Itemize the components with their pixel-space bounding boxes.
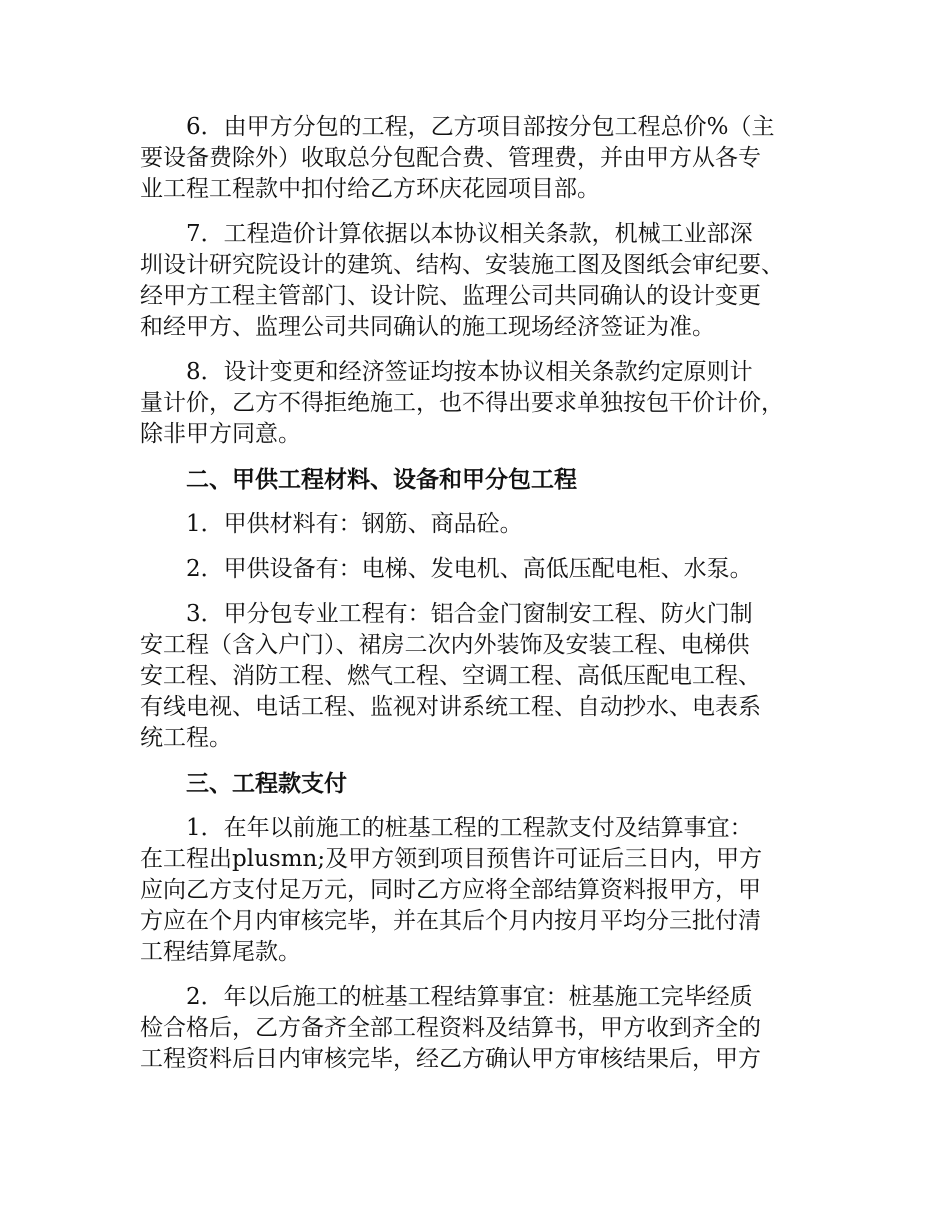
paragraph-item-6: 6．由甲方分包的工程，乙方项目部按分包工程总价%（主 要设备费除外）收取总分包配合费、管理费，并由甲方从各专 业工程工程款中扣付给乙方环庆花园项目部。 [140,114,775,202]
section-heading-2: 二、甲供工程材料、设备和甲分包工程 [186,466,577,493]
paragraph-supplied-materials: 1．甲供材料有：钢筋、商品砼。 [186,511,523,537]
paragraph-item-8: 8．设计变更和经济签证均按本协议相关条款约定原则计 量计价，乙方不得拒绝施工，也不得出要求单独按包干价计价， 除非甲方同意。 [140,359,784,447]
document-body [140,112,820,1089]
paragraph-supplied-equipment: 2．甲供设备有：电梯、发电机、高低压配电柜、水泵。 [186,556,753,582]
paragraph-payment-2: 2．年以后施工的桩基工程结算事宜：桩基施工完毕经质 检合格后，乙方备齐全部工程资料及结算书，甲方收到齐全的 工程资料后日内审核完毕，经乙方确认甲方审核结果后，甲方 [140,984,761,1072]
section-heading-3: 三、工程款支付 [186,770,347,797]
paragraph-subcontracted-works: 3．甲分包专业工程有：铝合金门窗制安工程、防火门制 安工程（含入户门）、裙房二次内外装饰及安装工程、电梯供 安工程、消防工程、燃气工程、空调工程、高低压配电工程、 有线电视、电话工程、监视对讲系统工程、自动抄水、电表系 统工程。 [140,601,761,751]
paragraph-item-7: 7．工程造价计算依据以本协议相关条款，机械工业部深 圳设计研究院设计的建筑、结构、安装施工图及图纸会审纪要、 经甲方工程主管部门、设计院、监理公司共同确认的设计变更 和经甲方、监理公司共同确认的施工现场经济签证为准。 [140,221,784,340]
paragraph-payment-1: 1．在年以前施工的桩基工程的工程款支付及结算事宜： 在工程出plusmn;及甲方领到项目预售许可证后三日内，甲方 应向乙方支付足万元，同时乙方应将全部结算资料报甲方，甲 方应在个月内审核完毕，并在其后个月内按月平均分三批付清 工程结算尾款。 [140,815,763,965]
